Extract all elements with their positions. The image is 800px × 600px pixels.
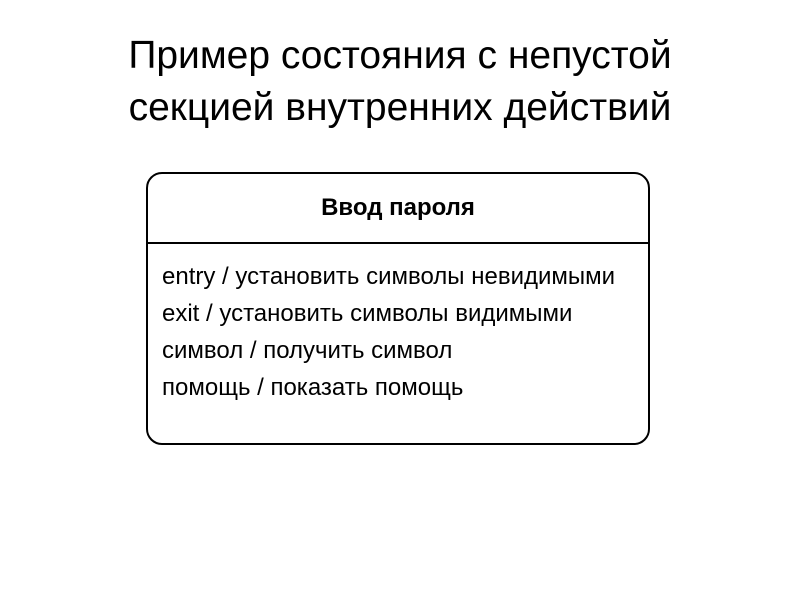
slide-title-line-1: Пример состояния с непустой xyxy=(128,34,672,77)
state-name: Ввод пароля xyxy=(321,194,475,221)
internal-action-entry: entry / установить символы невидимыми xyxy=(162,263,616,290)
internal-action-help: помощь / показать помощь xyxy=(162,374,464,401)
slide-title xyxy=(40,30,760,134)
state-box xyxy=(146,172,650,445)
slide-title-line-2: секцией внутренних действий xyxy=(128,86,672,129)
internal-action-symbol: символ / получить символ xyxy=(162,337,453,364)
internal-actions-compartment xyxy=(162,258,615,406)
internal-action-exit: exit / установить символы видимыми xyxy=(162,300,573,327)
state-name-compartment xyxy=(148,174,648,244)
